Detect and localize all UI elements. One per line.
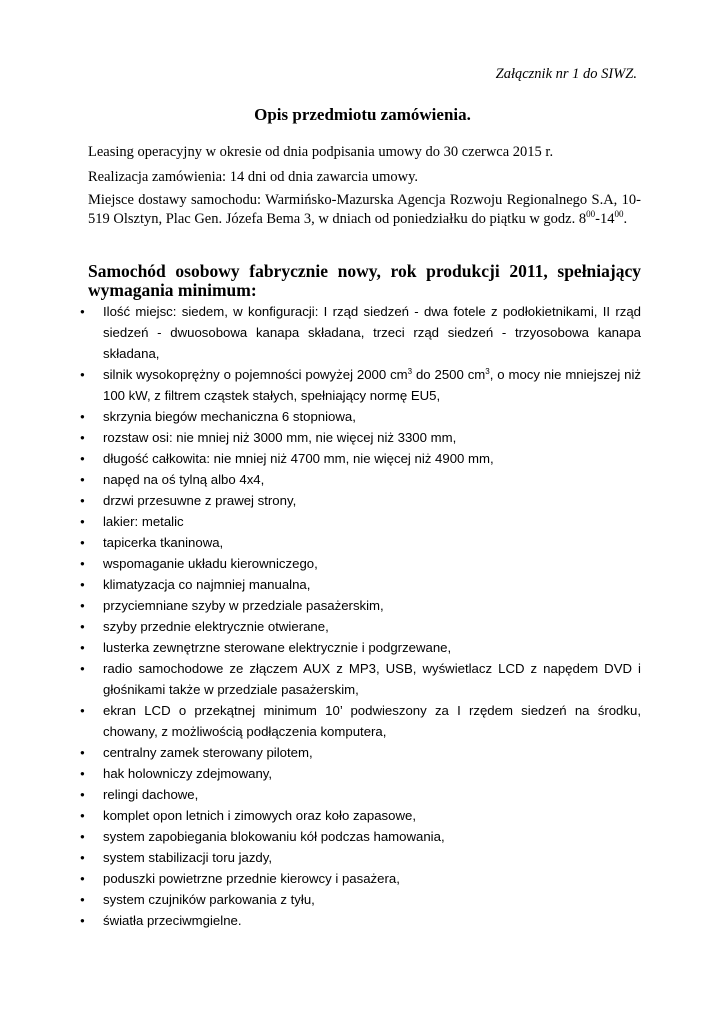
list-item-hook: ● hak holowniczy zdejmowany, — [78, 763, 641, 784]
leasing-paragraph: Leasing operacyjny w okresie od dnia podpisania umowy do 30 czerwca 2015 r. — [88, 144, 554, 160]
list-item-drive: ● napęd na oś tylną albo 4x4, — [78, 469, 641, 490]
annex-label: Załącznik nr 1 do SIWZ. — [495, 66, 637, 82]
list-item-abs: ● system zapobiegania blokowaniu kół podczas hamowania, — [78, 826, 641, 847]
engine-text-c: , o mocy nie mniejszej niż 100 kW, z filtrem cząstek stałych, spełniający normę EU5, — [103, 367, 642, 403]
list-item-tires: ● komplet opon letnich i zimowych oraz koło zapasowe, — [78, 805, 641, 826]
list-item-esp: ● system stabilizacji toru jazdy, — [78, 847, 641, 868]
list-item-length: ● długość całkowita: nie mniej niż 4700 mm, nie więcej niż 4900 mm, — [78, 448, 641, 469]
section-heading: Samochód osobowy fabrycznie nowy, rok produkcji 2011, spełniający wymagania minimum: — [88, 261, 641, 300]
delivery-from-sup: 00 — [586, 209, 596, 219]
delivery-to-sup: 00 — [614, 209, 624, 219]
engine-sup-2: 3 — [485, 367, 490, 376]
delivery-end: . — [623, 211, 628, 227]
document-title: Opis przedmiotu zamówienia. — [254, 105, 471, 124]
delivery-text: Miejsce dostawy samochodu: Warmińsko-Mazurska Agencja Rozwoju Regionalnego S.A, 10-519 Olsztyn, Plac Gen. Józefa Bema 3, w dniach od poniedziałku do piątku w godz. 8 — [88, 192, 641, 227]
list-item-doors: ● drzwi przesuwne z prawej strony, — [78, 490, 641, 511]
list-item-seats: ● Ilość miejsc: siedem, w konfiguracji: I rząd siedzeń - dwa fotele z podłokietnikami, II rząd siedzeń - dwuosobowa kanapa składana, trzeci rząd siedzeń - trzyosobowa kanapa składana, — [78, 301, 641, 364]
engine-sup-1: 3 — [407, 367, 413, 376]
delivery-dash: - — [595, 211, 600, 227]
delivery-paragraph — [88, 191, 641, 229]
list-item-gearbox: ● skrzynia biegów mechaniczna 6 stopniowa, — [78, 406, 641, 427]
engine-text-a: silnik wysokoprężny o pojemności powyżej 2000 cm — [103, 367, 408, 382]
list-item-wheelbase: ● rozstaw osi: nie mniej niż 3000 mm, nie więcej niż 3300 mm, — [78, 427, 641, 448]
list-item-rails: ● relingi dachowe, — [78, 784, 641, 805]
realization-paragraph: Realizacja zamówienia: 14 dni od dnia zawarcia umowy. — [88, 169, 419, 185]
delivery-to: 14 — [599, 211, 615, 227]
list-item-steering: ● wspomaganie układu kierowniczego, — [78, 553, 641, 574]
list-item-fog: ● światła przeciwmgielne. — [78, 910, 641, 931]
list-item-engine — [78, 364, 641, 406]
requirements-list — [78, 301, 641, 931]
list-item-upholstery: ● tapicerka tkaninowa, — [78, 532, 641, 553]
list-item-lock: ● centralny zamek sterowany pilotem, — [78, 742, 641, 763]
list-item-mirrors: ● lusterka zewnętrzne sterowane elektrycznie i podgrzewane, — [78, 637, 641, 658]
list-item-paint: ● lakier: metalic — [78, 511, 641, 532]
list-item-parking: ● system czujników parkowania z tyłu, — [78, 889, 641, 910]
list-item-tinted: ● przyciemniane szyby w przedziale pasażerskim, — [78, 595, 641, 616]
list-item-windows: ● szyby przednie elektrycznie otwierane, — [78, 616, 641, 637]
list-item-ac: ● klimatyzacja co najmniej manualna, — [78, 574, 641, 595]
list-item-lcd: ● ekran LCD o przekątnej minimum 10’ podwieszony za I rzędem siedzeń na środku, chowany, z możliwością podłączenia komputera, — [78, 700, 641, 742]
list-item-airbags: ● poduszki powietrzne przednie kierowcy i pasażera, — [78, 868, 641, 889]
list-item-radio: ● radio samochodowe ze złączem AUX z MP3, USB, wyświetlacz LCD z napędem DVD i głośnikami także w przedziale pasażerskim, — [78, 658, 641, 700]
engine-text-b: do 2500 cm — [412, 367, 486, 382]
